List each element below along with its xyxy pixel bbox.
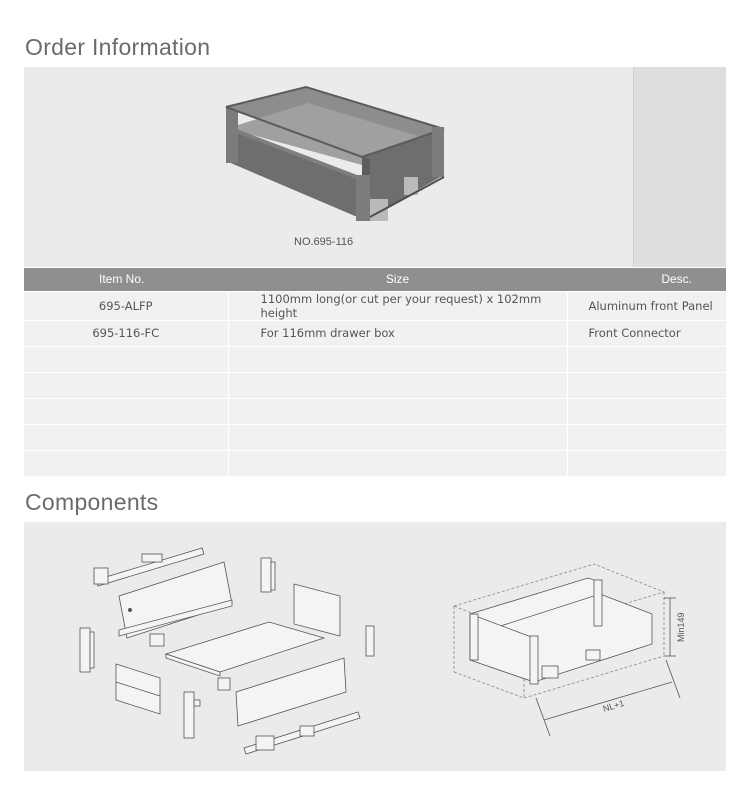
table-row (24, 450, 726, 476)
cell-size (228, 450, 567, 476)
cell-desc (567, 346, 726, 372)
cell-desc (567, 398, 726, 424)
column-header-size: Size (228, 268, 567, 291)
cell-size (228, 398, 567, 424)
cell-item-no (24, 372, 228, 398)
order-information-title: Order Information (25, 34, 211, 60)
table-row (24, 346, 726, 372)
cell-desc: Front Connector (567, 320, 726, 346)
assembled-drawer-diagram (434, 522, 734, 771)
photo-side-panel (633, 67, 726, 267)
cell-size: For 116mm drawer box (228, 320, 567, 346)
order-table-header (24, 268, 726, 291)
cell-item-no (24, 346, 228, 372)
table-row (24, 424, 726, 450)
cell-desc (567, 372, 726, 398)
cell-desc: Aluminum front Panel (567, 291, 726, 320)
column-header-desc: Desc. (567, 268, 726, 291)
components-title: Components (25, 489, 159, 515)
product-number-caption: NO.695-116 (294, 236, 354, 248)
order-table (24, 268, 726, 476)
table-row (24, 372, 726, 398)
exploded-parts-diagram (24, 522, 354, 771)
cell-item-no (24, 450, 228, 476)
cell-size (228, 346, 567, 372)
drawer-box-photo (24, 67, 726, 267)
height-dimension-label: Min149 (676, 612, 686, 642)
cell-size (228, 424, 567, 450)
cell-desc (567, 424, 726, 450)
column-header-item-no: Item No. (24, 268, 228, 291)
cell-item-no (24, 398, 228, 424)
cell-item-no: 695-116-FC (24, 320, 228, 346)
length-dimension-label: NL+1 (601, 697, 626, 714)
cell-size (228, 372, 567, 398)
product-photo-panel (24, 67, 726, 267)
cell-desc (567, 450, 726, 476)
table-row (24, 320, 726, 346)
cell-size: 1100mm long(or cut per your request) x 102mm height (228, 291, 567, 320)
table-row (24, 398, 726, 424)
components-panel (24, 522, 726, 771)
cell-item-no: 695-ALFP (24, 291, 228, 320)
cell-item-no (24, 424, 228, 450)
table-row (24, 291, 726, 320)
